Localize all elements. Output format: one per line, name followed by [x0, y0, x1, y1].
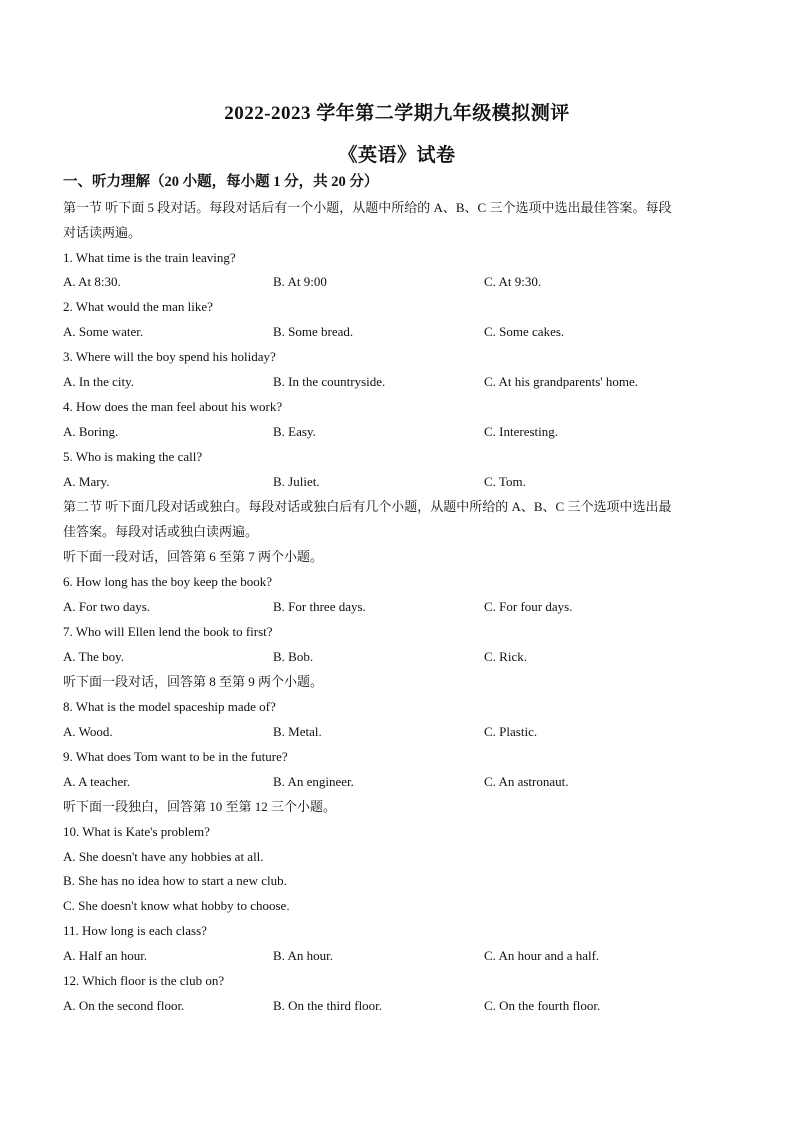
option-c: C. For four days. [484, 599, 573, 614]
part1-instructions: 第一节 听下面 5 段对话。每段对话后有一个小题，从题中所给的 A、B、C 三个选项中选出最佳答案。每段 [63, 200, 672, 215]
question-text: 2. What would the man like? [63, 299, 213, 314]
part1-instructions-cont: 对话读两遍。 [63, 225, 142, 240]
question-text: 1. What time is the train leaving? [63, 250, 236, 265]
option-c: C. Plastic. [484, 724, 538, 739]
group-instruction: 听下面一段对话，回答第 6 至第 7 两个小题。 [63, 549, 324, 564]
question-text: 7. Who will Ellen lend the book to first? [63, 624, 273, 639]
group-instruction: 听下面一段独白，回答第 10 至第 12 三个小题。 [63, 799, 337, 814]
option-b: B. Some bread. [273, 324, 354, 339]
question-text: 10. What is Kate's problem? [63, 824, 210, 839]
option-b: B. In the countryside. [273, 374, 386, 389]
option-b: B. Juliet. [273, 474, 320, 489]
question-text: 9. What does Tom want to be in the future? [63, 749, 288, 764]
part2-instructions: 第二节 听下面几段对话或独白。每段对话或独白后有几个小题，从题中所给的 A、B、C 三个选项中选出最 [63, 499, 672, 514]
group-instruction: 听下面一段对话，回答第 8 至第 9 两个小题。 [63, 674, 324, 689]
option-b: B. Bob. [273, 649, 314, 664]
option-c: C. Interesting. [484, 424, 559, 439]
option-a: A. In the city. [63, 374, 134, 389]
option-b: B. On the third floor. [273, 998, 383, 1013]
option-c: C. Rick. [484, 649, 527, 664]
option-c: C. Tom. [484, 474, 526, 489]
option-b: B. Metal. [273, 724, 322, 739]
option-c: C. She doesn't know what hobby to choose. [63, 898, 290, 913]
option-b: B. Easy. [273, 424, 316, 439]
option-c: C. An astronaut. [484, 774, 569, 789]
option-c: C. Some cakes. [484, 324, 565, 339]
option-b: B. She has no idea how to start a new club. [63, 873, 287, 888]
exam-title: 2022-2023 学年第二学期九年级模拟测评 [224, 103, 570, 124]
question-text: 6. How long has the boy keep the book? [63, 574, 273, 589]
option-c: C. At his grandparents' home. [484, 374, 638, 389]
option-a: A. For two days. [63, 599, 151, 614]
option-a: A. Mary. [63, 474, 110, 489]
option-a: A. She doesn't have any hobbies at all. [63, 849, 264, 864]
option-c: C. An hour and a half. [484, 948, 600, 963]
option-a: A. Some water. [63, 324, 144, 339]
option-b: B. For three days. [273, 599, 366, 614]
question-text: 8. What is the model spaceship made of? [63, 699, 276, 714]
option-a: A. Wood. [63, 724, 113, 739]
option-a: A. At 8:30. [63, 274, 121, 289]
option-b: B. An hour. [273, 948, 333, 963]
question-text: 3. Where will the boy spend his holiday? [63, 349, 276, 364]
option-b: B. At 9:00 [273, 274, 327, 289]
option-a: A. Boring. [63, 424, 119, 439]
part2-instructions-cont: 佳答案。每段对话或独白读两遍。 [63, 524, 259, 539]
option-a: A. The boy. [63, 649, 125, 664]
option-c: C. On the fourth floor. [484, 998, 601, 1013]
question-text: 5. Who is making the call? [63, 449, 203, 464]
option-a: A. A teacher. [63, 774, 131, 789]
option-a: A. On the second floor. [63, 998, 185, 1013]
option-c: C. At 9:30. [484, 274, 542, 289]
question-text: 4. How does the man feel about his work? [63, 399, 283, 414]
section-heading: 一、听力理解（20 小题，每小题 1 分，共 20 分） [63, 174, 379, 190]
exam-subtitle: 《英语》试卷 [338, 145, 456, 166]
option-a: A. Half an hour. [63, 948, 148, 963]
question-text: 11. How long is each class? [63, 923, 207, 938]
question-text: 12. Which floor is the club on? [63, 973, 225, 988]
option-b: B. An engineer. [273, 774, 354, 789]
